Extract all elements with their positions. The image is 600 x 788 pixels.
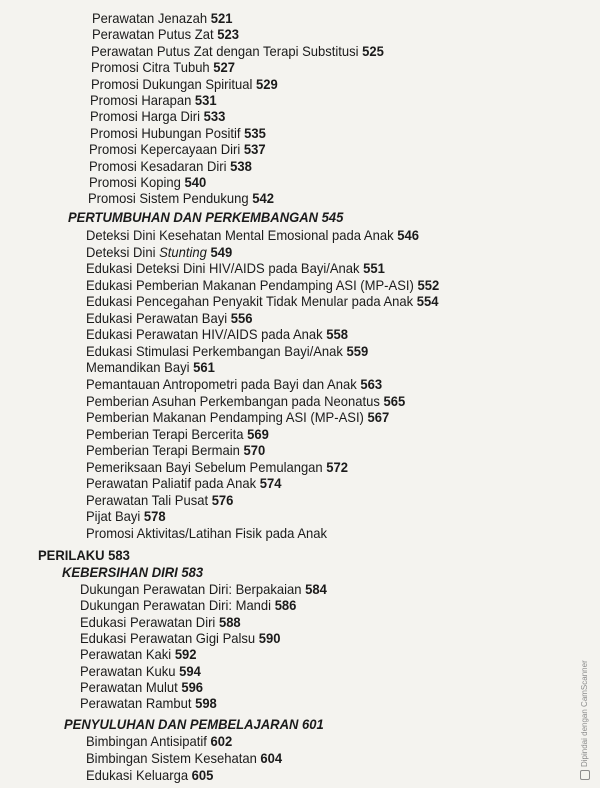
toc-entry — [92, 26, 239, 42]
entry-page-number: 586 — [274, 597, 297, 613]
entry-page-number: 561 — [193, 359, 215, 375]
entry-title: Memandikan Bayi — [86, 359, 194, 375]
entry-title: Edukasi Perawatan Bayi — [86, 310, 231, 326]
entry-title: Edukasi Keluarga — [86, 767, 192, 783]
entry-title: Deteksi Dini — [86, 244, 160, 260]
toc-entry — [80, 695, 217, 711]
camscanner-icon — [580, 770, 590, 780]
toc-entry — [92, 10, 232, 26]
entry-page-number: 576 — [211, 492, 234, 508]
entry-page-number: 554 — [416, 293, 439, 309]
entry-title: Promosi Harga Diri — [89, 108, 204, 124]
entry-page-number: 521 — [210, 10, 233, 26]
entry-page-number: 531 — [195, 92, 217, 108]
entry-page-number: 594 — [179, 663, 201, 679]
section-heading-growth — [68, 209, 343, 225]
entry-title: Pemberian Terapi Bercerita — [86, 426, 248, 442]
section-page-number: 583 — [181, 564, 204, 580]
toc-entry — [86, 343, 368, 359]
section-title: PENYULUHAN DAN PEMBELAJARAN — [64, 716, 302, 732]
watermark-text: Dipindai dengan CamScanner — [580, 660, 590, 767]
entry-title: Promosi Koping — [88, 174, 185, 190]
toc-entry — [86, 767, 213, 783]
entry-page-number: 533 — [203, 108, 226, 124]
scanner-watermark — [580, 660, 596, 780]
entry-page-number: 525 — [362, 43, 385, 59]
entry-page-number: 559 — [346, 343, 369, 359]
entry-page-number: 584 — [305, 581, 327, 597]
toc-entry — [86, 409, 389, 425]
entry-page-number: 598 — [195, 695, 217, 711]
entry-title: Promosi Harapan — [90, 92, 196, 108]
entry-title: Promosi Hubungan Positif — [89, 125, 244, 141]
entry-title: Deteksi Dini Kesehatan Mental Emosional pada Anak — [86, 227, 398, 243]
entry-page-number: 523 — [216, 26, 239, 42]
entry-title: Promosi Kepercayaan Diri — [89, 141, 245, 157]
entry-title: Dukungan Perawatan Diri: Berpakaian — [80, 581, 306, 597]
entry-page-number: 590 — [258, 630, 281, 646]
entry-page-number: 529 — [255, 76, 278, 92]
entry-page-number: 540 — [184, 174, 206, 190]
toc-entry — [88, 190, 274, 206]
toc-entry — [86, 244, 232, 260]
toc-entry — [86, 326, 348, 342]
entry-title: Perawatan Paliatif pada Anak — [86, 475, 260, 491]
entry-title: Edukasi Pemberian Makanan Pendamping ASI (MP-ASI) — [86, 277, 418, 293]
toc-entry — [89, 158, 252, 174]
entry-title: Edukasi Stimulasi Perkembangan Bayi/Anak — [86, 343, 347, 359]
toc-entry — [90, 108, 225, 124]
entry-page-number: 537 — [244, 141, 266, 157]
entry-title: Perawatan Tali Pusat — [86, 492, 212, 508]
entry-title: Dukungan Perawatan Diri: Mandi — [80, 597, 275, 613]
entry-title: Promosi Kesadaran Diri — [88, 158, 230, 174]
toc-entry — [86, 260, 385, 276]
entry-title: Bimbingan Sistem Kesehatan — [86, 750, 261, 766]
entry-title: Bimbingan Antisipatif — [86, 733, 211, 749]
entry-page-number: 569 — [247, 426, 269, 442]
entry-page-number: 570 — [243, 442, 266, 458]
toc-entry — [86, 277, 439, 293]
entry-title: Promosi Aktivitas/Latihan Fisik pada Anak — [86, 525, 328, 541]
entry-page-number: 605 — [191, 767, 214, 783]
entry-title: Edukasi Deteksi Dini HIV/AIDS pada Bayi/Anak — [86, 260, 364, 276]
toc-entry — [80, 646, 197, 662]
toc-entry — [86, 376, 382, 392]
toc-entry — [80, 614, 241, 630]
entry-page-number: 574 — [259, 475, 282, 491]
toc-entry — [86, 310, 252, 326]
toc-entry — [90, 125, 266, 141]
toc-entry — [80, 581, 327, 597]
toc-entry — [86, 393, 405, 409]
section-heading-hygiene — [62, 564, 203, 580]
entry-page-number: 588 — [218, 614, 241, 630]
toc-entry — [86, 426, 269, 442]
entry-page-number: 565 — [383, 393, 406, 409]
entry-title: Promosi Dukungan Spiritual — [90, 76, 256, 92]
section-heading-education — [64, 716, 324, 732]
entry-title: Promosi Sistem Pendukung — [88, 190, 253, 206]
entry-title-italic: Stunting — [159, 244, 207, 260]
toc-entry — [86, 750, 282, 766]
entry-page-number: 535 — [243, 125, 266, 141]
entry-title: Edukasi Perawatan Diri — [80, 614, 219, 630]
section-title: PERTUMBUHAN DAN PERKEMBANGAN — [68, 209, 322, 225]
entry-page-number: 542 — [252, 190, 275, 206]
entry-page-number: 556 — [230, 310, 253, 326]
toc-entry — [80, 597, 296, 613]
entry-title: Perawatan Putus Zat dengan Terapi Substitusi — [91, 43, 363, 59]
entry-title: Pemberian Makanan Pendamping ASI (MP-ASI) — [86, 409, 368, 425]
entry-page-number: 549 — [210, 244, 233, 260]
toc-entry — [91, 43, 384, 59]
section-heading-behavior — [38, 547, 130, 563]
entry-page-number: 572 — [326, 459, 349, 475]
entry-title: Perawatan Jenazah — [92, 10, 211, 26]
entry-title: Pijat Bayi — [86, 508, 144, 524]
section-page-number: 545 — [321, 209, 344, 225]
toc-entry — [86, 293, 439, 309]
entry-page-number: 546 — [397, 227, 419, 243]
entry-title: Perawatan Rambut — [80, 695, 196, 711]
entry-title: Pemberian Asuhan Perkembangan pada Neonatus — [86, 393, 384, 409]
toc-entry — [89, 174, 206, 190]
entry-page-number: 602 — [210, 733, 233, 749]
entry-title: Pemantauan Antropometri pada Bayi dan Anak — [86, 376, 361, 392]
entry-page-number: 578 — [143, 508, 166, 524]
section-title: KEBERSIHAN DIRI — [62, 564, 182, 580]
toc-entry — [80, 663, 201, 679]
toc-entry — [90, 92, 217, 108]
entry-page-number: 592 — [174, 646, 197, 662]
toc-entry — [86, 508, 166, 524]
toc-entry — [86, 459, 348, 475]
toc-entry — [86, 475, 281, 491]
toc-entry — [86, 525, 327, 541]
entry-page-number: 563 — [360, 376, 383, 392]
section-page-number: 601 — [301, 716, 324, 732]
toc-entry — [86, 227, 419, 243]
entry-page-number: 527 — [213, 59, 235, 75]
entry-page-number: 538 — [229, 158, 252, 174]
toc-entry — [86, 733, 232, 749]
toc-entry — [86, 442, 265, 458]
entry-page-number: 551 — [363, 260, 385, 276]
entry-page-number: 558 — [326, 326, 349, 342]
entry-page-number: 596 — [181, 679, 204, 695]
toc-entry — [86, 359, 215, 375]
entry-title: Perawatan Kaki — [80, 646, 175, 662]
entry-title: Pemeriksaan Bayi Sebelum Pemulangan — [86, 459, 327, 475]
entry-title: Edukasi Pencegahan Penyakit Tidak Menular pada Anak — [86, 293, 417, 309]
entry-page-number: 552 — [417, 277, 440, 293]
entry-title: Pemberian Terapi Bermain — [86, 442, 244, 458]
toc-entry — [91, 76, 278, 92]
toc-entry — [89, 141, 266, 157]
entry-page-number: 604 — [260, 750, 283, 766]
section-page-number: 583 — [108, 547, 130, 563]
entry-title: Perawatan Mulut — [80, 679, 182, 695]
entry-title: Perawatan Kuku — [80, 663, 180, 679]
toc-entry — [80, 630, 280, 646]
toc-entry — [86, 492, 233, 508]
entry-page-number: 567 — [367, 409, 390, 425]
entry-title: Edukasi Perawatan HIV/AIDS pada Anak — [86, 326, 327, 342]
toc-entry — [80, 679, 203, 695]
entry-title: Perawatan Putus Zat — [91, 26, 217, 42]
entry-title: Promosi Citra Tubuh — [90, 59, 214, 75]
entry-title: Edukasi Perawatan Gigi Palsu — [80, 630, 259, 646]
toc-entry — [91, 59, 235, 75]
section-title: PERILAKU — [38, 547, 109, 563]
